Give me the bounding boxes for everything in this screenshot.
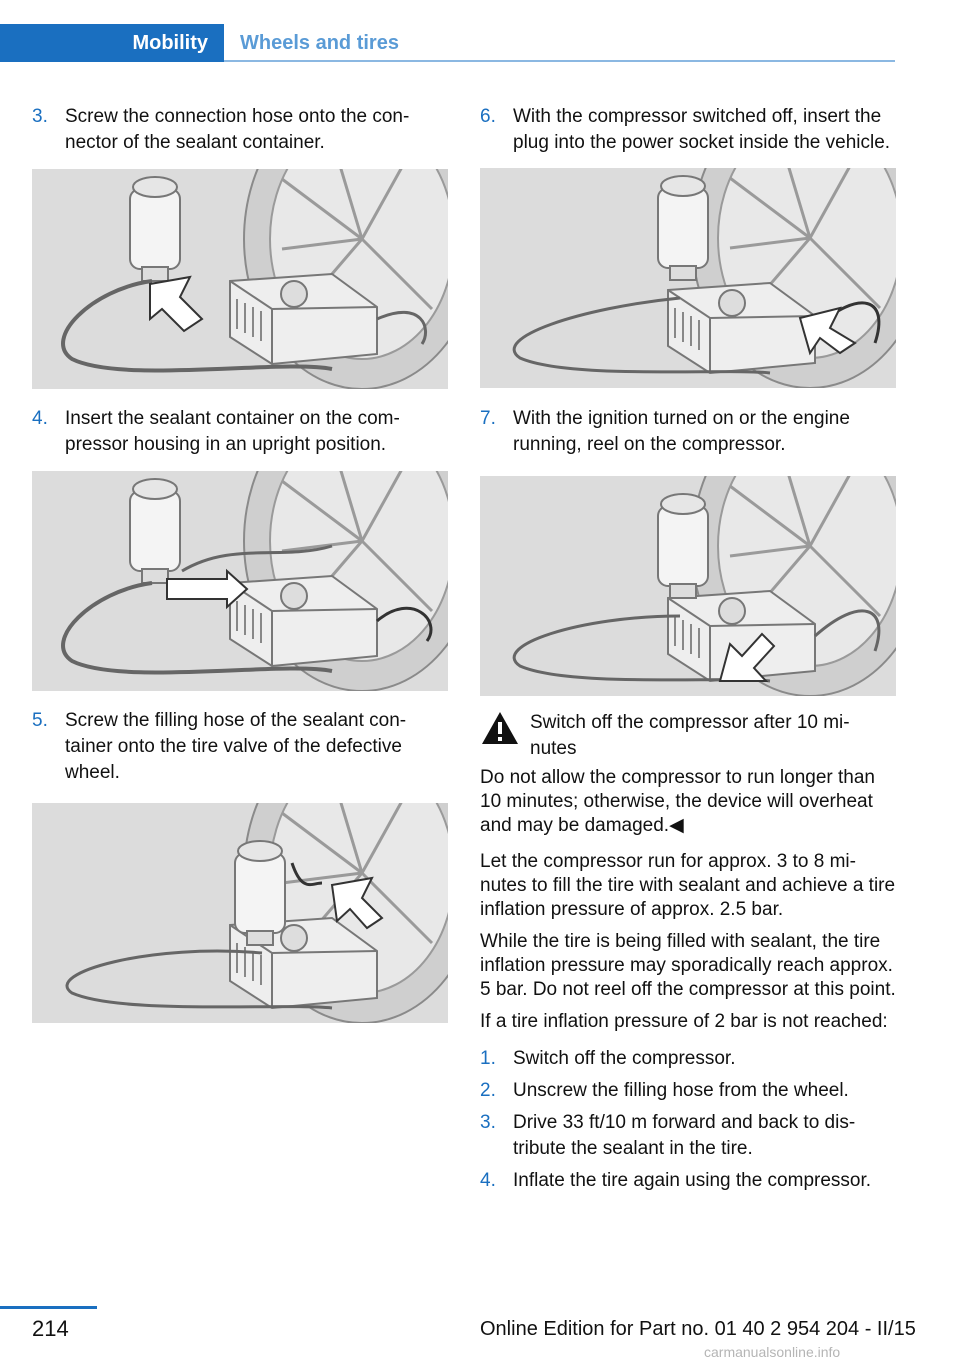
- step-text: Unscrew the filling hose from the wheel.: [513, 1080, 849, 1101]
- illustration-compressor-on: [480, 476, 896, 696]
- left-column: [32, 104, 448, 1023]
- list-item: [480, 1168, 896, 1194]
- warning-body: Do not allow the compressor to run longer than 10 minutes; otherwise, the device will overheat and may be damaged.◀: [480, 767, 875, 836]
- step-number: 7.: [480, 408, 496, 429]
- section-tab: [0, 24, 224, 62]
- step-text: Inflate the tire again using the compressor.: [513, 1170, 872, 1191]
- step-4: [32, 406, 448, 458]
- step-text: Drive 33 ft/10 m forward and back to dis‐tribute the sealant in the tire.: [513, 1112, 856, 1159]
- page-header: [0, 24, 895, 62]
- paragraph: If a tire inflation pressure of 2 bar is not reached:: [480, 1011, 888, 1032]
- step-number: 5.: [32, 710, 48, 731]
- step-5: [32, 708, 448, 786]
- subsection-label: Wheels and tires: [240, 32, 399, 54]
- section-label: Mobility: [132, 31, 208, 54]
- header-rule: [224, 60, 895, 62]
- step-number: 3.: [480, 1112, 496, 1133]
- step-text: Screw the filling hose of the sealant con‐tainer onto the tire valve of the defective wheel.: [65, 710, 407, 783]
- footer-rule: [0, 1306, 97, 1309]
- watermark: carmanualsonline.info: [704, 1344, 841, 1360]
- illustration-power-plug: [480, 168, 896, 388]
- warning-title: Switch off the compressor after 10 mi‐nutes: [530, 712, 850, 759]
- step-text: With the compressor switched off, insert the plug into the power socket inside the vehicle.: [513, 106, 891, 153]
- step-text: With the ignition turned on or the engine running, reel on the compressor.: [513, 408, 850, 455]
- step-7: [480, 406, 896, 458]
- paragraph: Let the compressor run for approx. 3 to 8 mi‐nutes to fill the tire with sealant and achieve a tire inflation pressure of approx. 2.5 bar.: [480, 851, 896, 920]
- illustration-insert-container: [32, 471, 448, 691]
- right-column: [480, 104, 896, 1194]
- step-number: 6.: [480, 106, 496, 127]
- illustration-filling-hose: [32, 803, 448, 1023]
- list-item: [480, 1046, 896, 1072]
- paragraph: While the tire is being filled with sealant, the tire inflation pressure may sporadically reach approx. 5 bar. Do not reel off the compressor at this point.: [480, 931, 896, 1000]
- list-item: [480, 1078, 896, 1104]
- step-3: [32, 104, 448, 156]
- step-number: 3.: [32, 106, 48, 127]
- step-number: 4.: [480, 1170, 496, 1191]
- illustration-connect-hose: [32, 169, 448, 389]
- warning-block: [480, 710, 896, 762]
- step-number: 1.: [480, 1048, 496, 1069]
- step-6: [480, 104, 896, 156]
- substep-list: [480, 1046, 896, 1194]
- step-number: 4.: [32, 408, 48, 429]
- step-number: 2.: [480, 1080, 496, 1101]
- page-number: 214: [32, 1316, 69, 1341]
- list-item: [480, 1110, 896, 1162]
- step-text: Switch off the compressor.: [513, 1048, 736, 1069]
- step-text: Screw the connection hose onto the con‐nector of the sealant container.: [65, 106, 410, 153]
- edition-text: Online Edition for Part no. 01 40 2 954 204 - II/15: [480, 1318, 916, 1340]
- warning-triangle-icon: [480, 710, 530, 762]
- step-text: Insert the sealant container on the com‐pressor housing in an upright position.: [65, 408, 400, 455]
